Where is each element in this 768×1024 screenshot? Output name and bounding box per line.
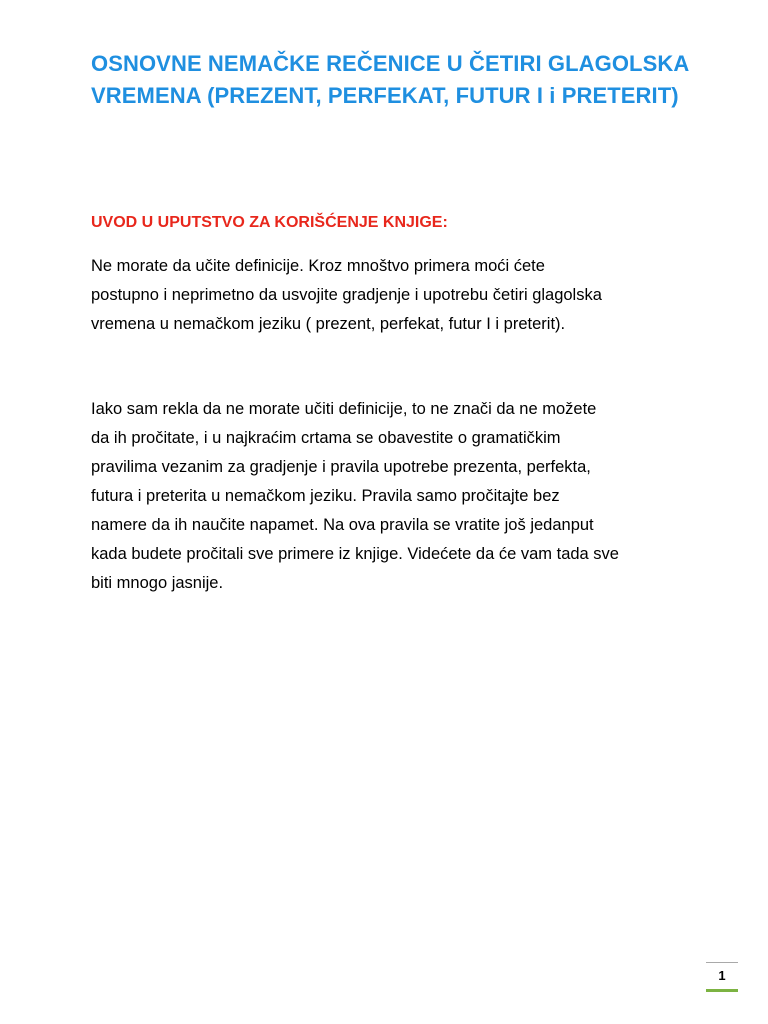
paragraph-line: kada budete pročitali sve primere iz knjige. Videćete da će vam tada sve: [91, 545, 619, 563]
paragraph-line: Ne morate da učite definicije. Kroz mnoštvo primera moći ćete: [91, 257, 545, 275]
title-line-1: OSNOVNE NEMAČKE REČENICE U ČETIRI GLAGOLSKA: [91, 51, 690, 76]
paragraph-line: Iako sam rekla da ne morate učiti definicije, to ne znači da ne možete: [91, 400, 597, 418]
paragraph-line: da ih pročitate, i u najkraćim crtama se obavestite o gramatičkim: [91, 429, 561, 447]
page-number: 1: [706, 962, 738, 992]
section-heading: UVOD U UPUTSTVO ZA KORIŠĆENJE KNJIGE:: [91, 214, 448, 231]
paragraph-2: [91, 395, 711, 598]
paragraph-line: namere da ih naučite napamet. Na ova pravila se vratite još jedanput: [91, 516, 594, 534]
title-line-2: VREMENA (PREZENT, PERFEKAT, FUTUR I i PRETERIT): [91, 83, 679, 108]
paragraph-line: futura i preterita u nemačkom jeziku. Pravila samo pročitajte bez: [91, 487, 560, 505]
paragraph-1: [91, 252, 711, 339]
document-title: [91, 48, 711, 112]
paragraph-line: vremena u nemačkom jeziku ( prezent, perfekat, futur I i preterit).: [91, 315, 566, 333]
paragraph-line: pravilima vezanim za gradjenje i pravila upotrebe prezenta, perfekta,: [91, 458, 591, 476]
paragraph-line: postupno i neprimetno da usvojite gradjenje i upotrebu četiri glagolska: [91, 286, 602, 304]
paragraph-line: biti mnogo jasnije.: [91, 574, 224, 592]
